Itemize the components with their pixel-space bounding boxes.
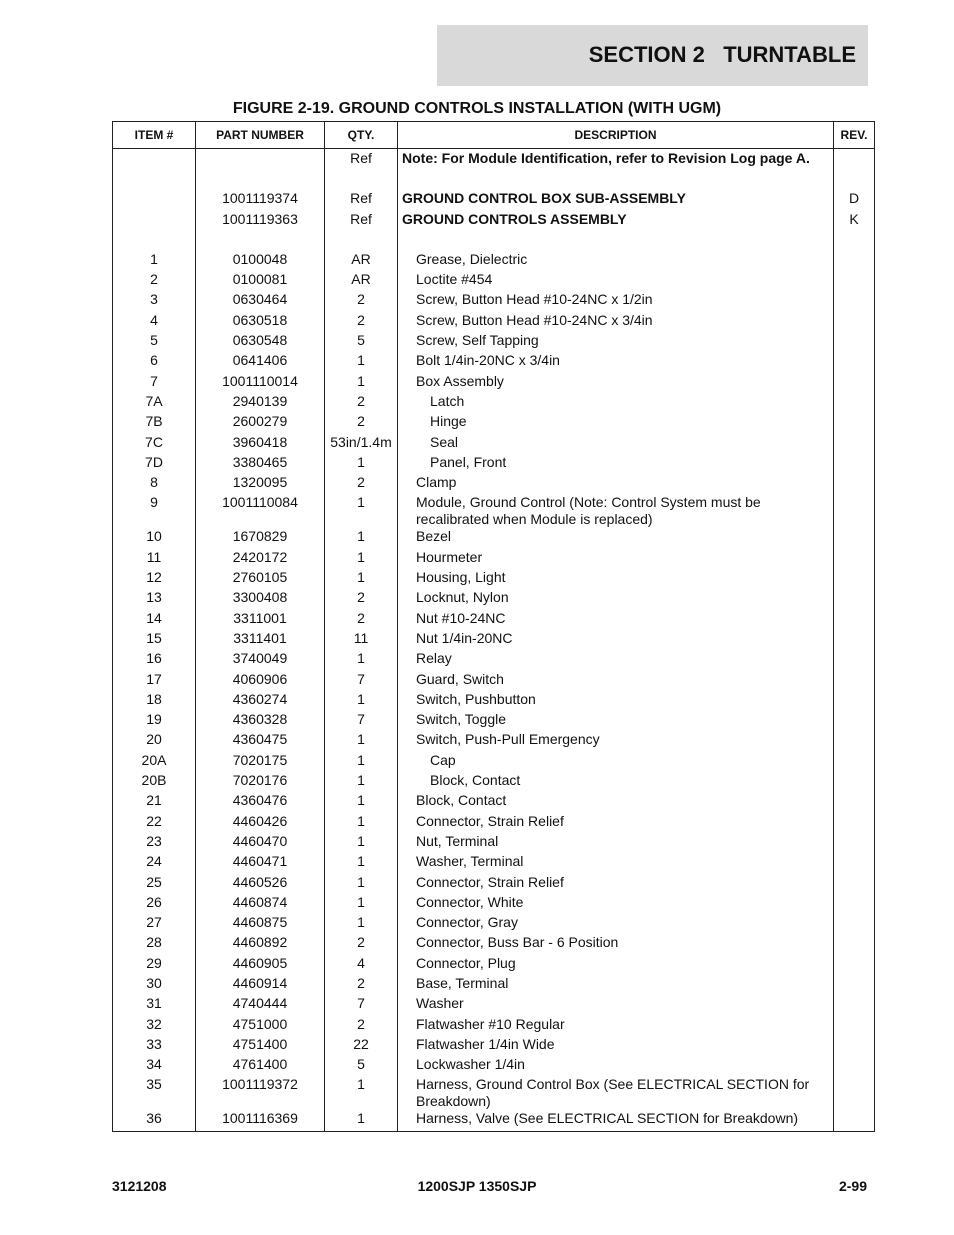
parts-table	[112, 121, 875, 1132]
rev-cell	[834, 914, 875, 934]
description-cell: Panel, Front	[398, 454, 834, 474]
qty-cell: Ref	[325, 149, 398, 171]
part-number-cell: 4460526	[196, 874, 325, 894]
rev-cell	[834, 630, 875, 650]
part-number-cell: 3311001	[196, 610, 325, 630]
item-number-cell: 19	[113, 711, 196, 731]
rev-cell	[834, 393, 875, 413]
qty-cell: 1	[325, 650, 398, 670]
qty-cell: 7	[325, 711, 398, 731]
item-number-cell: 10	[113, 528, 196, 548]
qty-cell: Ref	[325, 190, 398, 210]
table-row	[113, 874, 875, 894]
description-cell: Latch	[398, 393, 834, 413]
description-cell: Bolt 1/4in-20NC x 3/4in	[398, 352, 834, 372]
part-number-cell: 1001110084	[196, 494, 325, 528]
part-number-cell: 4460471	[196, 853, 325, 873]
qty-cell: 2	[325, 393, 398, 413]
description-cell: GROUND CONTROL BOX SUB-ASSEMBLY	[398, 190, 834, 210]
description-cell: Connector, Buss Bar - 6 Position	[398, 934, 834, 954]
item-number-cell: 2	[113, 271, 196, 291]
table-row	[113, 833, 875, 853]
description-cell: Base, Terminal	[398, 975, 834, 995]
item-number-cell: 7	[113, 373, 196, 393]
description-cell: Harness, Valve (See ELECTRICAL SECTION for Breakdown)	[398, 1110, 834, 1131]
qty-cell: 1	[325, 894, 398, 914]
rev-cell: D	[834, 190, 875, 210]
spacer-row	[113, 170, 875, 190]
item-number-cell: 28	[113, 934, 196, 954]
description-cell: Grease, Dielectric	[398, 251, 834, 271]
qty-cell: 1	[325, 772, 398, 792]
item-number-cell: 16	[113, 650, 196, 670]
qty-cell: 2	[325, 413, 398, 433]
item-number-cell: 3	[113, 291, 196, 311]
item-number-cell: 7B	[113, 413, 196, 433]
note-row	[113, 149, 875, 171]
item-number-cell: 8	[113, 474, 196, 494]
qty-cell: 53in/1.4m	[325, 434, 398, 454]
footer-page-number: 2-99	[838, 1178, 867, 1194]
table-row	[113, 434, 875, 454]
qty-cell: 1	[325, 833, 398, 853]
part-number-cell: 1670829	[196, 528, 325, 548]
part-number-cell: 4740444	[196, 995, 325, 1015]
table-row	[113, 630, 875, 650]
table-row	[113, 251, 875, 271]
table-row	[113, 711, 875, 731]
table-row	[113, 934, 875, 954]
qty-cell: 1	[325, 373, 398, 393]
qty-cell: 5	[325, 1056, 398, 1076]
description-cell: Block, Contact	[398, 792, 834, 812]
table-row	[113, 853, 875, 873]
description-cell: Note: For Module Identification, refer to Revision Log page A.	[398, 149, 834, 171]
item-number-cell: 5	[113, 332, 196, 352]
part-number-cell: 4761400	[196, 1056, 325, 1076]
item-number-cell: 26	[113, 894, 196, 914]
table-row	[113, 955, 875, 975]
item-number-cell: 15	[113, 630, 196, 650]
qty-cell: 7	[325, 995, 398, 1015]
item-number-cell: 20	[113, 731, 196, 751]
description-cell: Harness, Ground Control Box (See ELECTRICAL SECTION for Breakdown)	[398, 1076, 834, 1110]
qty-cell: 1	[325, 549, 398, 569]
rev-cell	[834, 434, 875, 454]
rev-cell	[834, 610, 875, 630]
item-number-cell: 29	[113, 955, 196, 975]
part-number-cell: 4460914	[196, 975, 325, 995]
part-number-cell: 0641406	[196, 352, 325, 372]
footer-doc-number: 3121208	[112, 1178, 167, 1194]
rev-cell	[834, 833, 875, 853]
rev-cell	[834, 1110, 875, 1131]
table-row	[113, 393, 875, 413]
item-number-cell: 32	[113, 1016, 196, 1036]
description-cell: Washer, Terminal	[398, 853, 834, 873]
qty-cell: 2	[325, 610, 398, 630]
description-cell: Module, Ground Control (Note: Control System must be recalibrated when Module is replaced)	[398, 494, 834, 528]
part-number-cell: 4360274	[196, 691, 325, 711]
rev-cell	[834, 792, 875, 812]
rev-cell	[834, 251, 875, 271]
description-cell: Connector, Strain Relief	[398, 813, 834, 833]
part-number-cell: 3311401	[196, 630, 325, 650]
rev-cell	[834, 691, 875, 711]
item-number-cell: 31	[113, 995, 196, 1015]
part-number-cell: 7020176	[196, 772, 325, 792]
description-cell: Hinge	[398, 413, 834, 433]
table-row	[113, 589, 875, 609]
table-row	[113, 1110, 875, 1131]
rev-cell	[834, 549, 875, 569]
rev-cell	[834, 874, 875, 894]
rev-cell	[834, 752, 875, 772]
item-number-cell: 9	[113, 494, 196, 528]
qty-cell: 2	[325, 291, 398, 311]
qty-cell: 7	[325, 671, 398, 691]
table-row	[113, 813, 875, 833]
description-cell: Screw, Button Head #10-24NC x 3/4in	[398, 312, 834, 332]
table-row	[113, 650, 875, 670]
item-number-cell: 36	[113, 1110, 196, 1131]
part-number-cell: 4460892	[196, 934, 325, 954]
item-number-cell: 12	[113, 569, 196, 589]
rev-cell	[834, 589, 875, 609]
part-number-cell: 7020175	[196, 752, 325, 772]
table-row	[113, 792, 875, 812]
assembly-row	[113, 211, 875, 231]
part-number-cell: 4460470	[196, 833, 325, 853]
table-row	[113, 454, 875, 474]
qty-cell: 2	[325, 589, 398, 609]
qty-cell: 1	[325, 528, 398, 548]
column-header-qty: QTY.	[325, 122, 398, 149]
description-cell: Switch, Pushbutton	[398, 691, 834, 711]
item-number-cell: 22	[113, 813, 196, 833]
rev-cell	[834, 731, 875, 751]
part-number-cell: 2760105	[196, 569, 325, 589]
table-row	[113, 894, 875, 914]
item-number-cell: 34	[113, 1056, 196, 1076]
table-row	[113, 671, 875, 691]
rev-cell	[834, 352, 875, 372]
part-number-cell: 1001119372	[196, 1076, 325, 1110]
qty-cell: 1	[325, 792, 398, 812]
rev-cell	[834, 149, 875, 171]
rev-cell	[834, 853, 875, 873]
description-cell: Connector, Plug	[398, 955, 834, 975]
qty-cell: 4	[325, 955, 398, 975]
qty-cell: 5	[325, 332, 398, 352]
part-number-cell	[196, 149, 325, 171]
qty-cell: 22	[325, 1036, 398, 1056]
qty-cell: 11	[325, 630, 398, 650]
part-number-cell: 0630518	[196, 312, 325, 332]
item-number-cell: 20A	[113, 752, 196, 772]
qty-cell: 1	[325, 1076, 398, 1110]
part-number-cell: 2600279	[196, 413, 325, 433]
table-row	[113, 610, 875, 630]
description-cell: Block, Contact	[398, 772, 834, 792]
rev-cell	[834, 569, 875, 589]
part-number-cell: 4360328	[196, 711, 325, 731]
description-cell: Relay	[398, 650, 834, 670]
description-cell: Lockwasher 1/4in	[398, 1056, 834, 1076]
description-cell: Washer	[398, 995, 834, 1015]
part-number-cell: 0100081	[196, 271, 325, 291]
qty-cell: 1	[325, 813, 398, 833]
item-number-cell: 27	[113, 914, 196, 934]
assembly-row	[113, 190, 875, 210]
description-cell: Box Assembly	[398, 373, 834, 393]
description-cell: Switch, Toggle	[398, 711, 834, 731]
part-number-cell: 2420172	[196, 549, 325, 569]
qty-cell: 1	[325, 494, 398, 528]
table-row	[113, 1016, 875, 1036]
item-number-cell: 7D	[113, 454, 196, 474]
table-row	[113, 731, 875, 751]
qty-cell: 1	[325, 454, 398, 474]
part-number-cell: 4460426	[196, 813, 325, 833]
item-number-cell: 7C	[113, 434, 196, 454]
figure-title: FIGURE 2-19. GROUND CONTROLS INSTALLATION (WITH UGM)	[232, 100, 722, 117]
qty-cell: AR	[325, 271, 398, 291]
rev-cell	[834, 528, 875, 548]
rev-cell	[834, 975, 875, 995]
rev-cell	[834, 474, 875, 494]
rev-cell	[834, 1036, 875, 1056]
part-number-cell: 4460874	[196, 894, 325, 914]
table-row	[113, 752, 875, 772]
rev-cell	[834, 454, 875, 474]
rev-cell	[834, 813, 875, 833]
table-row	[113, 474, 875, 494]
rev-cell	[834, 271, 875, 291]
item-number-cell: 30	[113, 975, 196, 995]
item-number-cell: 24	[113, 853, 196, 873]
qty-cell: 1	[325, 691, 398, 711]
rev-cell	[834, 1076, 875, 1110]
item-number-cell: 33	[113, 1036, 196, 1056]
description-cell: Connector, Gray	[398, 914, 834, 934]
item-number-cell: 23	[113, 833, 196, 853]
column-header-item: ITEM #	[113, 122, 196, 149]
rev-cell	[834, 934, 875, 954]
table-row	[113, 772, 875, 792]
item-number-cell	[113, 190, 196, 210]
rev-cell	[834, 671, 875, 691]
qty-cell: Ref	[325, 211, 398, 231]
description-cell: Nut #10-24NC	[398, 610, 834, 630]
qty-cell: 2	[325, 1016, 398, 1036]
spacer-row	[113, 231, 875, 251]
description-cell: Flatwasher 1/4in Wide	[398, 1036, 834, 1056]
part-number-cell: 3740049	[196, 650, 325, 670]
rev-cell	[834, 494, 875, 528]
part-number-cell: 4360475	[196, 731, 325, 751]
qty-cell: 1	[325, 731, 398, 751]
column-header-rev: REV.	[834, 122, 875, 149]
table-row	[113, 549, 875, 569]
table-row	[113, 975, 875, 995]
table-row	[113, 1076, 875, 1110]
part-number-cell: 3960418	[196, 434, 325, 454]
rev-cell	[834, 332, 875, 352]
description-cell: Screw, Button Head #10-24NC x 1/2in	[398, 291, 834, 311]
description-cell: Connector, Strain Relief	[398, 874, 834, 894]
table-row	[113, 1036, 875, 1056]
part-number-cell: 4751000	[196, 1016, 325, 1036]
description-cell: Flatwasher #10 Regular	[398, 1016, 834, 1036]
description-cell: Hourmeter	[398, 549, 834, 569]
qty-cell: 2	[325, 975, 398, 995]
item-number-cell	[113, 211, 196, 231]
item-number-cell: 6	[113, 352, 196, 372]
description-cell: Clamp	[398, 474, 834, 494]
qty-cell: 1	[325, 1110, 398, 1131]
footer-model: 1200SJP 1350SJP	[417, 1178, 537, 1194]
qty-cell: 1	[325, 352, 398, 372]
part-number-cell: 1320095	[196, 474, 325, 494]
description-cell: Nut, Terminal	[398, 833, 834, 853]
description-cell: Housing, Light	[398, 569, 834, 589]
description-cell: Seal	[398, 434, 834, 454]
qty-cell: 1	[325, 874, 398, 894]
rev-cell	[834, 1056, 875, 1076]
qty-cell: 1	[325, 914, 398, 934]
item-number-cell: 25	[113, 874, 196, 894]
rev-cell	[834, 711, 875, 731]
part-number-cell: 4460875	[196, 914, 325, 934]
rev-cell: K	[834, 211, 875, 231]
item-number-cell: 11	[113, 549, 196, 569]
description-cell: Nut 1/4in-20NC	[398, 630, 834, 650]
part-number-cell: 2940139	[196, 393, 325, 413]
part-number-cell: 1001119363	[196, 211, 325, 231]
qty-cell: AR	[325, 251, 398, 271]
table-row	[113, 413, 875, 433]
part-number-cell: 0100048	[196, 251, 325, 271]
part-number-cell: 1001110014	[196, 373, 325, 393]
part-number-cell: 4751400	[196, 1036, 325, 1056]
table-row	[113, 569, 875, 589]
part-number-cell: 4060906	[196, 671, 325, 691]
qty-cell: 1	[325, 569, 398, 589]
description-cell: Loctite #454	[398, 271, 834, 291]
rev-cell	[834, 291, 875, 311]
table-row	[113, 691, 875, 711]
part-number-cell: 0630464	[196, 291, 325, 311]
table-row	[113, 1056, 875, 1076]
qty-cell: 2	[325, 934, 398, 954]
rev-cell	[834, 373, 875, 393]
rev-cell	[834, 650, 875, 670]
table-row	[113, 271, 875, 291]
table-header-row	[113, 122, 875, 149]
item-number-cell: 18	[113, 691, 196, 711]
table-row	[113, 914, 875, 934]
qty-cell: 2	[325, 312, 398, 332]
rev-cell	[834, 955, 875, 975]
qty-cell: 1	[325, 853, 398, 873]
table-row	[113, 373, 875, 393]
item-number-cell: 1	[113, 251, 196, 271]
part-number-cell: 1001116369	[196, 1110, 325, 1131]
item-number-cell: 20B	[113, 772, 196, 792]
part-number-cell: 4460905	[196, 955, 325, 975]
rev-cell	[834, 1016, 875, 1036]
part-number-cell: 3380465	[196, 454, 325, 474]
section-title: SECTION 2 TURNTABLE	[588, 42, 856, 67]
table-row	[113, 494, 875, 528]
description-cell: GROUND CONTROLS ASSEMBLY	[398, 211, 834, 231]
part-number-cell: 4360476	[196, 792, 325, 812]
item-number-cell: 14	[113, 610, 196, 630]
qty-cell: 2	[325, 474, 398, 494]
rev-cell	[834, 413, 875, 433]
rev-cell	[834, 312, 875, 332]
part-number-cell: 3300408	[196, 589, 325, 609]
item-number-cell: 4	[113, 312, 196, 332]
table-row	[113, 352, 875, 372]
item-number-cell: 13	[113, 589, 196, 609]
column-header-description: DESCRIPTION	[398, 122, 834, 149]
description-cell: Locknut, Nylon	[398, 589, 834, 609]
table-row	[113, 528, 875, 548]
table-row	[113, 995, 875, 1015]
part-number-cell: 1001119374	[196, 190, 325, 210]
section-header	[437, 25, 868, 86]
description-cell: Guard, Switch	[398, 671, 834, 691]
item-number-cell: 21	[113, 792, 196, 812]
rev-cell	[834, 894, 875, 914]
item-number-cell: 17	[113, 671, 196, 691]
column-header-part-number: PART NUMBER	[196, 122, 325, 149]
description-cell: Screw, Self Tapping	[398, 332, 834, 352]
item-number-cell: 35	[113, 1076, 196, 1110]
qty-cell: 1	[325, 752, 398, 772]
description-cell: Switch, Push-Pull Emergency	[398, 731, 834, 751]
part-number-cell: 0630548	[196, 332, 325, 352]
table-row	[113, 312, 875, 332]
item-number-cell	[113, 149, 196, 171]
description-cell: Bezel	[398, 528, 834, 548]
table-row	[113, 332, 875, 352]
table-row	[113, 291, 875, 311]
item-number-cell: 7A	[113, 393, 196, 413]
description-cell: Connector, White	[398, 894, 834, 914]
description-cell: Cap	[398, 752, 834, 772]
rev-cell	[834, 772, 875, 792]
rev-cell	[834, 995, 875, 1015]
